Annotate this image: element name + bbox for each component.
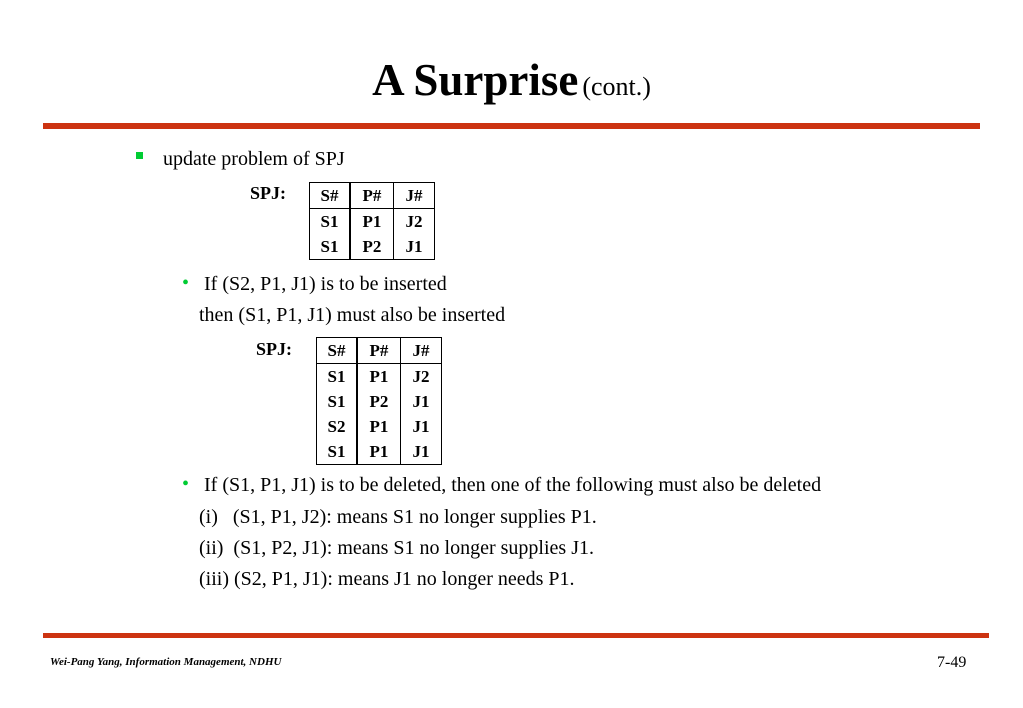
header-s: S# <box>317 338 358 364</box>
insert-condition: If (S2, P1, J1) is to be inserted <box>204 273 447 295</box>
slide-title <box>0 55 1023 105</box>
cell: P2 <box>357 389 401 414</box>
cell: J1 <box>405 237 423 256</box>
delete-option-iii: (iii) (S2, P1, J1): means J1 no longer needs P1. <box>199 568 575 590</box>
dot-bullet-icon: • <box>182 473 190 495</box>
cell: P1 <box>357 364 401 390</box>
page-number: 7-49 <box>937 654 967 671</box>
spj-table-2 <box>316 337 442 465</box>
top-divider <box>43 123 980 129</box>
table-row <box>317 439 442 465</box>
table-header-row <box>317 338 442 364</box>
cell: P2 <box>350 234 394 260</box>
bullet-update-problem: update problem of SPJ <box>163 148 345 170</box>
cell: J1 <box>412 417 430 436</box>
delete-option-ii: (ii) (S1, P2, J1): means S1 no longer supplies J1. <box>199 537 594 559</box>
slide-title-sub: (cont.) <box>582 72 651 101</box>
table-header-row <box>310 183 435 209</box>
table-row <box>310 234 435 260</box>
cell: P1 <box>357 414 401 439</box>
cell: S2 <box>317 414 358 439</box>
spj-label-1: SPJ: <box>250 183 286 203</box>
cell: P1 <box>357 439 401 465</box>
spj-table-1 <box>309 182 435 260</box>
slide-title-main: A Surprise <box>372 55 579 105</box>
cell: S1 <box>310 209 351 235</box>
header-p: P# <box>350 183 394 209</box>
cell: S1 <box>317 389 358 414</box>
table-row <box>317 364 442 390</box>
cell: J2 <box>412 367 430 386</box>
table-row <box>317 414 442 439</box>
dot-bullet-icon: • <box>182 272 190 294</box>
footer-author: Wei-Pang Yang, Information Management, NDHU <box>50 656 282 668</box>
header-j: J# <box>394 183 435 209</box>
cell: P1 <box>350 209 394 235</box>
header-p: P# <box>357 338 401 364</box>
table-row <box>310 209 435 235</box>
spj-label-2: SPJ: <box>256 339 292 359</box>
cell: S1 <box>310 234 351 260</box>
insert-consequence: then (S1, P1, J1) must also be inserted <box>199 304 506 326</box>
square-bullet-icon <box>136 152 143 159</box>
delete-option-i: (i) (S1, P1, J2): means S1 no longer supplies P1. <box>199 506 597 528</box>
cell: J1 <box>412 392 430 411</box>
cell: S1 <box>317 364 358 390</box>
table-row <box>317 389 442 414</box>
bottom-divider <box>43 633 989 638</box>
header-s: S# <box>310 183 351 209</box>
header-j: J# <box>401 338 442 364</box>
cell: J2 <box>405 212 423 231</box>
cell: J1 <box>412 442 430 461</box>
delete-condition: If (S1, P1, J1) is to be deleted, then one of the following must also be deleted <box>204 474 822 496</box>
cell: S1 <box>317 439 358 465</box>
